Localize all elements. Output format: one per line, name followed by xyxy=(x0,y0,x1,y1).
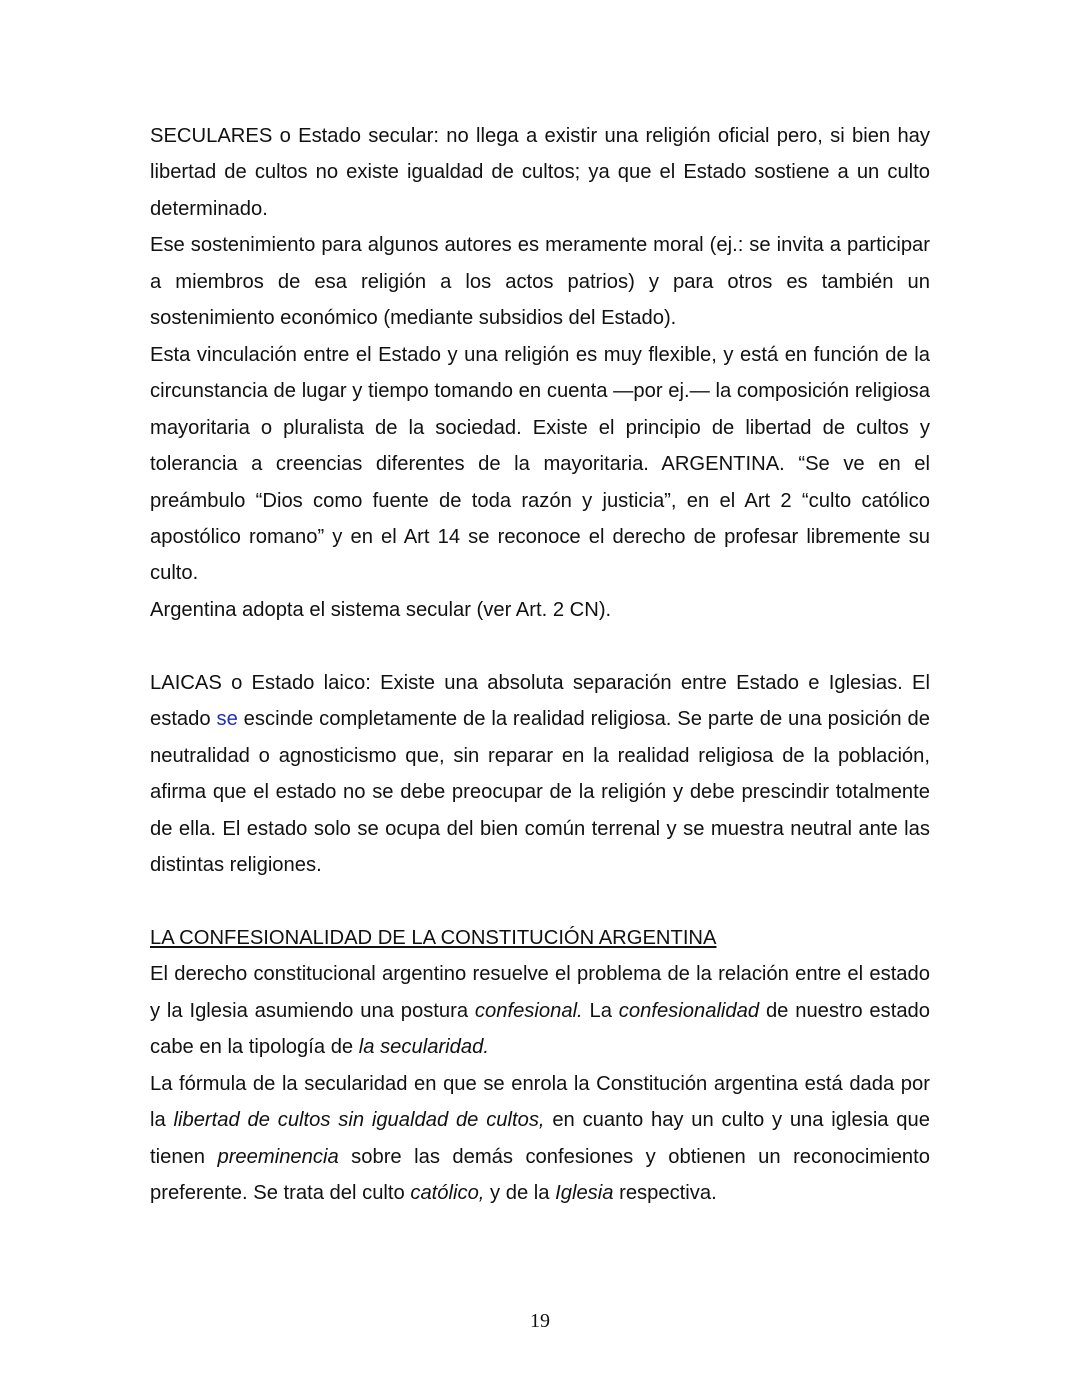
emphasis: la secularidad. xyxy=(358,1036,489,1059)
text-run: La xyxy=(582,999,619,1022)
laica-highlight-word: se xyxy=(216,708,238,731)
secular-paragraph-3: Esta vinculación entre el Estado y una religión es muy flexible, y está en función de la circunstancia de lugar y tiempo tomando en cuenta —por ej.— la composición religiosa mayoritaria o pluralista de la sociedad. Existe el principio de libertad de cultos y tolerancia a creencias diferentes de la mayoritaria. ARGENTINA. “Se ve en el preámbulo “Dios como fuente de toda razón y justicia”, en el Art 2 “culto católico apostólico romano” y en el Art 14 se reconoce el derecho de profesar libremente su culto. xyxy=(150,343,930,585)
paragraph-gap xyxy=(150,628,930,664)
emphasis: católico, xyxy=(410,1182,485,1205)
laica-intro: LAICAS o Estado laico: Existe una absoluta separación entre Estado e Iglesias. El estado xyxy=(150,671,930,731)
emphasis: Iglesia xyxy=(555,1182,614,1205)
secular-paragraph-4: Argentina adopta el sistema secular (ver Art. 2 CN). xyxy=(150,598,612,621)
document-body xyxy=(150,118,930,1212)
emphasis: libertad de cultos sin igualdad de cultos, xyxy=(173,1109,545,1132)
secular-paragraph-2: Ese sostenimiento para algunos autores es meramente moral (ej.: se invita a participar a miembros de esa religión a los actos patrios) y para otros es también un sostenimiento económico (mediante subsidios del Estado). xyxy=(150,234,930,330)
text-run: de nuestro estado cabe en la tipología de xyxy=(150,999,930,1059)
page-number: 19 xyxy=(530,1310,550,1332)
paragraph-gap xyxy=(150,884,930,920)
laica-paragraph xyxy=(150,665,930,884)
section-heading: LA CONFESIONALIDAD DE LA CONSTITUCIÓN ARGENTINA xyxy=(150,926,717,949)
text-run: y de la xyxy=(484,1182,556,1205)
confesionalidad-paragraph-2 xyxy=(150,1066,930,1212)
text-run: El derecho constitucional argentino resuelve el problema de la relación entre el estado y la Iglesia asumiendo una postura xyxy=(150,963,930,1022)
emphasis: confesional. xyxy=(474,999,583,1022)
emphasis: preeminencia xyxy=(217,1145,339,1168)
text-run: respectiva. xyxy=(613,1182,717,1205)
text-run: La fórmula de la secularidad en que se enrola la Constitución argentina está dada por la xyxy=(150,1072,930,1132)
laica-rest: escinde completamente de la realidad religiosa. Se parte de una posición de neutralidad o agnosticismo que, sin reparar en la realidad religiosa de la población, afirma que el estado no se debe preocupar de la religión y debe prescindir totalmente de ella. El estado solo se ocupa del bien común terrenal y se muestra neutral ante las distintas religiones. xyxy=(150,708,930,877)
text-run: en cuanto hay un culto y una iglesia que tienen xyxy=(150,1109,930,1168)
confesionalidad-paragraph-1 xyxy=(150,956,930,1065)
secular-paragraph-1: SECULARES o Estado secular: no llega a existir una religión oficial pero, si bien hay libertad de cultos no existe igualdad de cultos; ya que el Estado sostiene a un culto determinado. xyxy=(150,125,930,220)
text-run: sobre las demás confesiones y obtienen un reconocimiento preferente. Se trata del culto xyxy=(150,1145,930,1205)
emphasis: confesionalidad xyxy=(618,999,760,1022)
